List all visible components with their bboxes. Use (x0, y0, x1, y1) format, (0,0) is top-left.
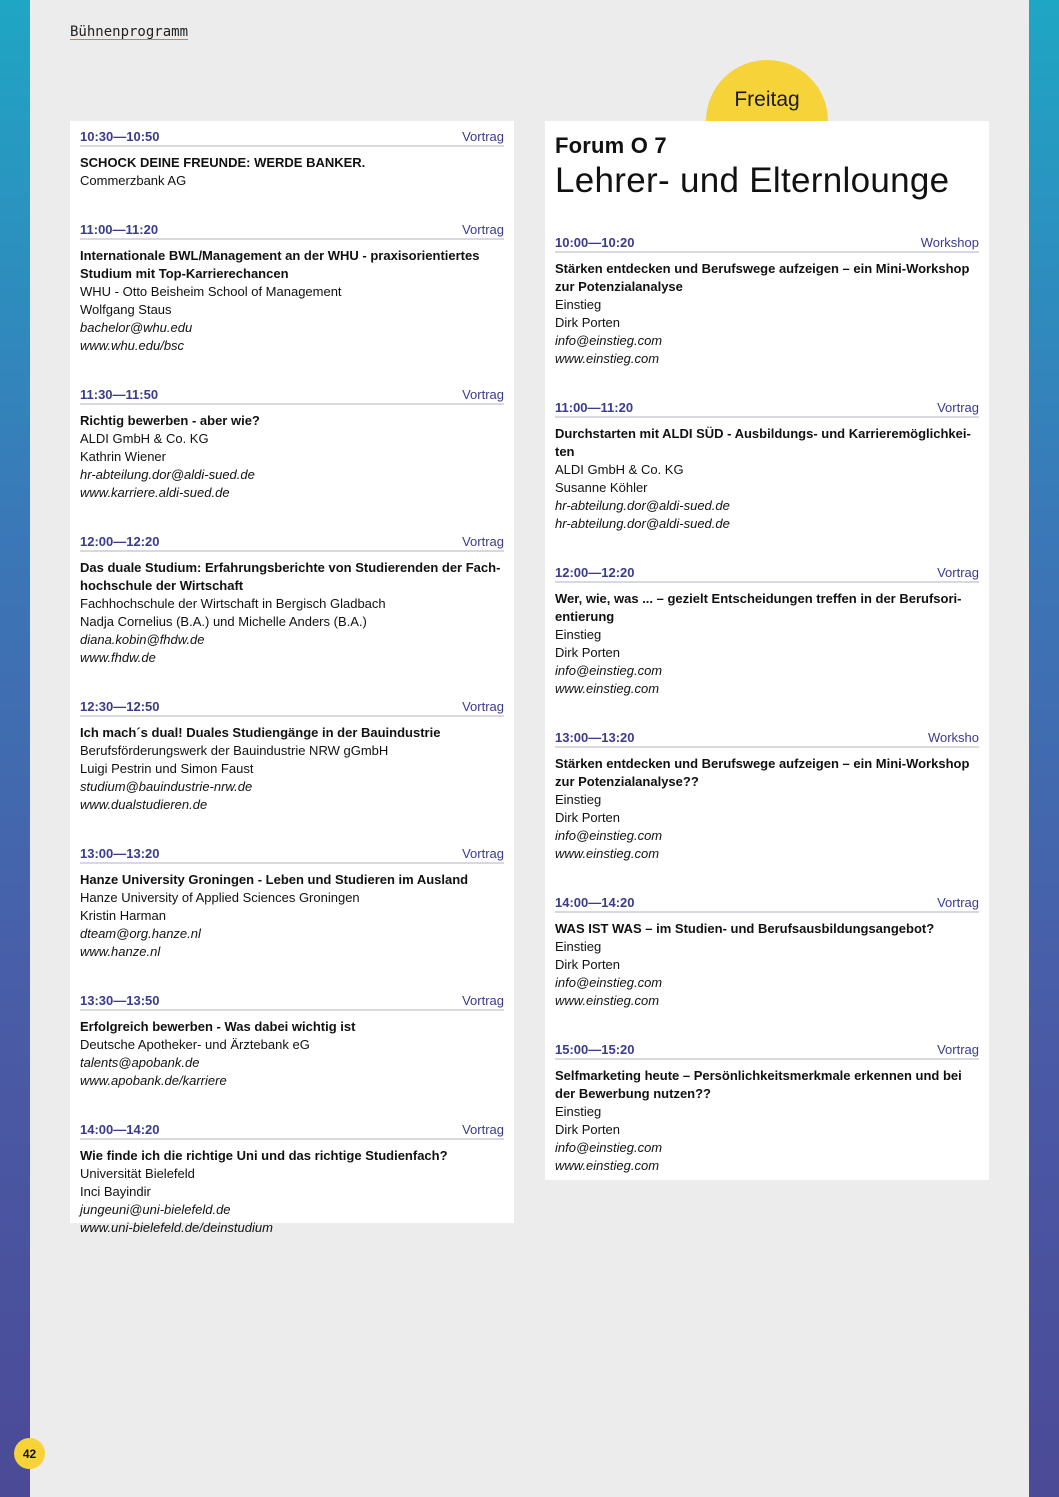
event-detail: Kristin Harman (80, 908, 166, 923)
event-type: Vortrag (937, 565, 979, 580)
event-contact: jungeuni@uni-bielefeld.de (80, 1202, 231, 1217)
event-type: Vortrag (462, 222, 504, 237)
event-detail: Nadja Cornelius (B.A.) und Michelle Anders (B.A.) (80, 614, 367, 629)
event-contact: www.hanze.nl (80, 944, 161, 959)
event-time: 12:00—12:20 (555, 565, 635, 580)
event-detail: Wolfgang Staus (80, 302, 172, 317)
schedule-event (80, 993, 504, 1090)
event-contact: info@einstieg.com (555, 333, 663, 348)
event-time: 10:00—10:20 (555, 235, 635, 250)
schedule-event (80, 222, 504, 355)
event-contact: www.karriere.aldi-sued.de (80, 485, 230, 500)
event-time: 14:00—14:20 (80, 1122, 160, 1137)
event-header (555, 565, 979, 583)
section-header: Bühnenprogramm (70, 24, 189, 40)
event-type: Vortrag (462, 1122, 504, 1137)
event-contact: hr-abteilung.dor@aldi-sued.de (555, 516, 730, 531)
event-contact: diana.kobin@fhdw.de (80, 632, 205, 647)
event-time: 12:00—12:20 (80, 534, 160, 549)
event-detail: Einstieg (555, 297, 602, 312)
event-contact: www.apobank.de/karriere (80, 1073, 227, 1088)
event-header (555, 400, 979, 418)
schedule-event (80, 1122, 504, 1237)
event-detail: Einstieg (555, 792, 602, 807)
event-contact: hr-abteilung.dor@aldi-sued.de (555, 498, 730, 513)
schedule-event (80, 534, 504, 667)
event-type: Vortrag (937, 895, 979, 910)
event-detail: Berufsförderungswerk der Bauindustrie NRW gGmbH (80, 743, 389, 758)
event-time: 15:00—15:20 (555, 1042, 635, 1057)
event-type: Vortrag (462, 993, 504, 1008)
schedule-event (80, 846, 504, 961)
event-detail: Einstieg (555, 939, 602, 954)
event-detail: Inci Bayindir (80, 1184, 151, 1199)
event-title: Wie finde ich die richtige Uni und das richtige Studienfach? (80, 1148, 448, 1163)
event-detail: Dirk Porten (555, 1122, 621, 1137)
event-title: Hanze University Groningen - Leben und Studieren im Ausland (80, 872, 469, 887)
schedule-event (80, 129, 504, 190)
event-type: Vortrag (937, 1042, 979, 1057)
event-header (80, 846, 504, 864)
event-title: Das duale Studium: Erfahrungsberichte von Studierenden der Fach-hochschule der Wirtschaft (80, 560, 501, 593)
schedule-event (555, 1042, 979, 1175)
event-contact: bachelor@whu.edu (80, 320, 193, 335)
event-detail: Dirk Porten (555, 957, 621, 972)
event-time: 13:00—13:20 (80, 846, 160, 861)
event-contact: www.fhdw.de (80, 650, 156, 665)
event-type: Vortrag (937, 400, 979, 415)
event-header (555, 1042, 979, 1060)
event-detail: Fachhochschule der Wirtschaft in Bergisch Gladbach (80, 596, 386, 611)
schedule-event (80, 699, 504, 814)
event-time: 13:00—13:20 (555, 730, 635, 745)
event-title: Stärken entdecken und Berufswege aufzeigen – ein Mini-Workshop zur Potenzialanalyse (555, 261, 970, 294)
event-detail: Hanze University of Applied Sciences Groningen (80, 890, 360, 905)
event-contact: dteam@org.hanze.nl (80, 926, 201, 941)
right-edge-band (1029, 0, 1059, 1497)
event-title: Selfmarketing heute – Persönlichkeitsmerkmale erkennen und bei der Bewerbung nutzen?? (555, 1068, 962, 1101)
event-time: 11:00—11:20 (555, 400, 634, 415)
event-header (80, 993, 504, 1011)
schedule-event (555, 895, 979, 1010)
schedule-event (555, 235, 979, 368)
event-type: Vortrag (462, 846, 504, 861)
page-number-badge: 42 (14, 1438, 45, 1469)
event-header (80, 699, 504, 717)
day-tab-label: Freitag (734, 88, 800, 111)
event-contact: info@einstieg.com (555, 1140, 663, 1155)
event-contact: talents@apobank.de (80, 1055, 200, 1070)
event-detail: Kathrin Wiener (80, 449, 166, 464)
event-detail: Einstieg (555, 627, 602, 642)
event-contact: www.einstieg.com (555, 351, 660, 366)
event-contact: www.uni-bielefeld.de/deinstudium (80, 1220, 273, 1235)
event-detail: Einstieg (555, 1104, 602, 1119)
event-type: Vortrag (462, 534, 504, 549)
venue-code: Forum O 7 (555, 133, 667, 158)
event-detail: Dirk Porten (555, 645, 621, 660)
event-detail: ALDI GmbH & Co. KG (80, 431, 209, 446)
event-title: Internationale BWL/Management an der WHU - praxisorientiertes Studium mit Top-Karrierechancen (80, 248, 480, 281)
event-type: Workshop (920, 235, 979, 250)
event-header (80, 387, 504, 405)
event-title: Durchstarten mit ALDI SÜD - Ausbildungs- und Karrieremöglichkei-ten (555, 426, 971, 459)
event-contact: www.einstieg.com (555, 846, 660, 861)
event-title: Wer, wie, was ... – gezielt Entscheidungen treffen in der Berufsori-entierung (555, 591, 962, 624)
event-title: WAS IST WAS – im Studien- und Berufsausbildungsangebot? (555, 921, 935, 936)
schedule-event (555, 565, 979, 698)
event-header (80, 1122, 504, 1140)
left-edge-band (0, 0, 30, 1497)
right-event-list (555, 235, 979, 1175)
event-title: Stärken entdecken und Berufswege aufzeigen – ein Mini-Workshop zur Potenzialanalyse?? (555, 756, 970, 789)
event-type: Vortrag (462, 699, 504, 714)
event-time: 11:00—11:20 (80, 222, 159, 237)
event-title: Ich mach´s dual! Duales Studiengänge in der Bauindustrie (80, 725, 441, 740)
event-type: Worksho (927, 730, 979, 745)
event-detail: Luigi Pestrin und Simon Faust (80, 761, 254, 776)
schedule-card-right (545, 121, 989, 1180)
event-type: Vortrag (462, 387, 504, 402)
event-contact: www.einstieg.com (555, 993, 660, 1008)
schedule-event (555, 400, 979, 533)
event-contact: www.einstieg.com (555, 1158, 660, 1173)
event-time: 12:30—12:50 (80, 699, 160, 714)
event-contact: www.dualstudieren.de (80, 797, 208, 812)
event-contact: studium@bauindustrie-nrw.de (80, 779, 253, 794)
event-title: SCHOCK DEINE FREUNDE: WERDE BANKER. (80, 155, 366, 170)
event-contact: www.whu.edu/bsc (80, 338, 185, 353)
venue-name: Lehrer- und Elternlounge (555, 161, 950, 200)
event-contact: www.einstieg.com (555, 681, 660, 696)
schedule-card-left (70, 121, 514, 1235)
event-type: Vortrag (462, 129, 504, 144)
event-detail: WHU - Otto Beisheim School of Management (80, 284, 342, 299)
event-contact: info@einstieg.com (555, 828, 663, 843)
event-title: Erfolgreich bewerben - Was dabei wichtig ist (80, 1019, 356, 1034)
event-header (80, 129, 504, 147)
event-title: Richtig bewerben - aber wie? (80, 413, 260, 428)
schedule-event (80, 387, 504, 502)
event-time: 10:30—10:50 (80, 129, 160, 144)
event-detail: Dirk Porten (555, 810, 621, 825)
event-time: 13:30—13:50 (80, 993, 160, 1008)
event-contact: info@einstieg.com (555, 663, 663, 678)
event-contact: info@einstieg.com (555, 975, 663, 990)
event-detail: Universität Bielefeld (80, 1166, 195, 1181)
event-detail: ALDI GmbH & Co. KG (555, 462, 684, 477)
event-header (80, 534, 504, 552)
event-detail: Dirk Porten (555, 315, 621, 330)
event-contact: hr-abteilung.dor@aldi-sued.de (80, 467, 255, 482)
event-time: 11:30—11:50 (80, 387, 159, 402)
event-header (80, 222, 504, 240)
event-detail: Deutsche Apotheker- und Ärztebank eG (80, 1037, 310, 1052)
event-time: 14:00—14:20 (555, 895, 635, 910)
event-detail: Susanne Köhler (555, 480, 648, 495)
event-header (555, 895, 979, 913)
event-header (555, 730, 979, 748)
left-event-list (80, 129, 504, 1237)
schedule-event (555, 730, 979, 863)
event-header (555, 235, 979, 253)
event-detail: Commerzbank AG (80, 173, 187, 188)
